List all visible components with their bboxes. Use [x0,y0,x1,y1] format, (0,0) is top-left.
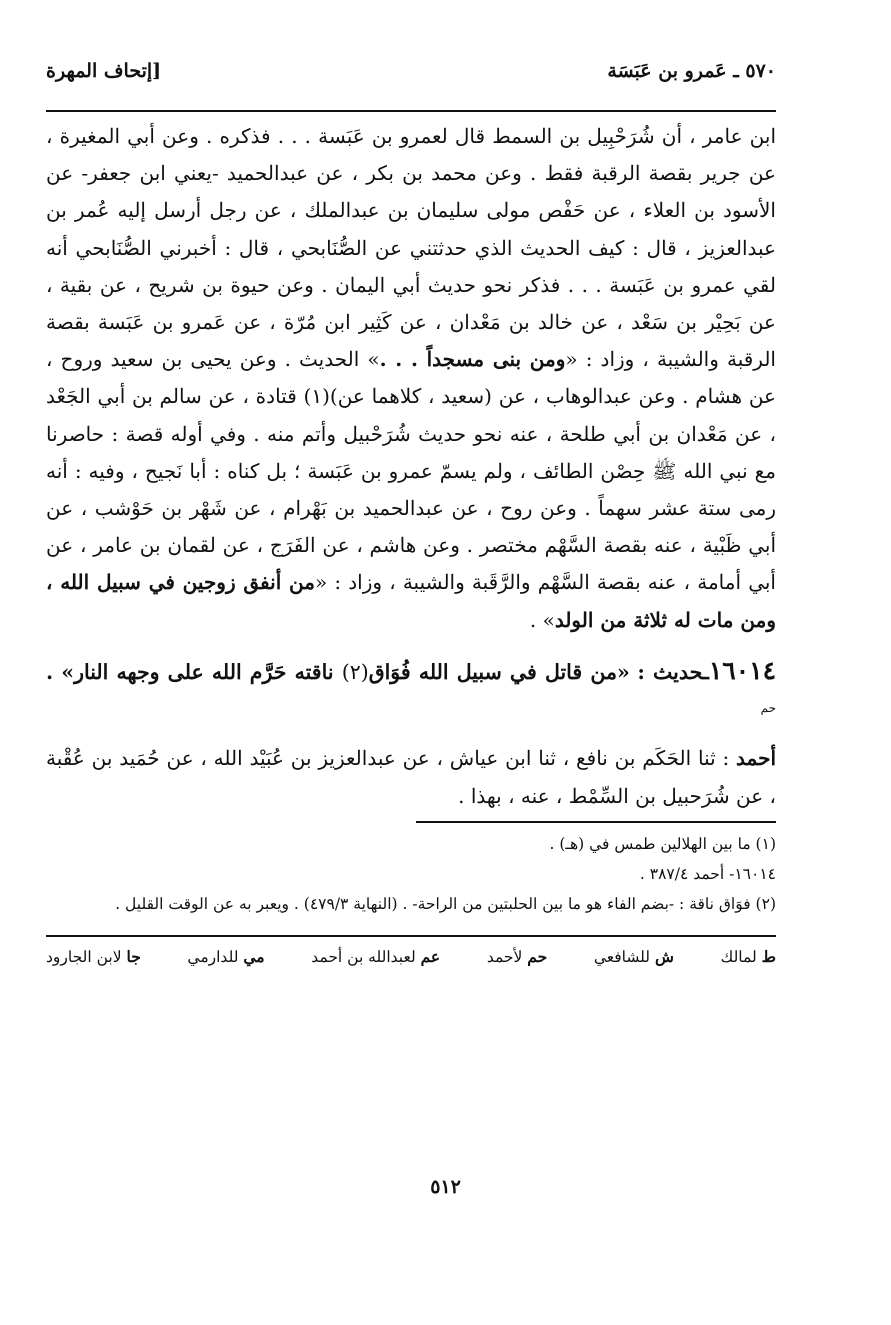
text-run: » . [529,607,555,632]
quoted-text: من أنفق زوجين في سبيل الله ، ومن مات له ثلاثة من الولد [46,570,776,632]
footnote-reference: ١٦٠١٤- أحمد ٣٨٧/٤ . [639,864,776,883]
running-header [46,60,776,110]
footnote-ref-1: (١) [303,384,330,409]
hadith-number: ١٦٠١٤ [708,655,776,685]
abbreviation-item: ش للشافعي [593,946,674,966]
abbreviations-rule [46,935,776,937]
hadith-entry [46,653,776,731]
footnote-1: (١) ما بين الهلالين طمس في (هـ) . [549,834,776,853]
hadith-label: ـحديث : [637,659,709,684]
text-run: قتادة ، عن سالم بن أبي الجَعْد ، عن مَعْدان بن أبي طلحة ، عنه نحو حديث شُرَحْبيل وأتم منه . وفي أوله قصة : حاصرنا مع نبي الله ﷺ حِصْن الطائف ، ولم يسمّ عمرو بن عَبَسة ؛ بل كناه : أبا نَجيح ، وفيه : أنه رمى ستة عشر سهماً . وعن روح ، عن عبدالحميد بن بَهْرام ، عن شَهْر بن حَوْشب ، عن أبي ظَبْية ، عنه بقصة السَّهْم مختصر . وعن هاشم ، عن الفَرَج ، عن لقمان بن عامر ، عن أبي أمامة ، عنه بقصة السَّهْم والرَّقَبة والشيبة ، وزاد : « [46,384,776,595]
header-rule [46,110,776,112]
isnad-text: : ثنا الحَكَم بن نافع ، ثنا ابن عياش ، عن عبدالعزيز بن عُبَيْد الله ، عن حُمَيد بن عُقْبة ، عن شُرَحبيل بن السِّمْط ، عنه ، بهذا . [46,745,776,808]
footnote-rule [416,821,776,823]
footnotes [46,829,776,919]
page-number: ٥١٢ [430,1176,461,1198]
book-title: [إتحاف المهرة [46,60,162,82]
footnote-2: (٢) فوَاق ناقة : -بضم الفاء هو ما بين الحلبتين من الراحة- . (النهاية ٤٧٩/٣) . ويعبر به عن الوقت القليل . [115,894,776,913]
abbreviation-item: حم لأحمد [486,946,548,966]
isnad-source: أحمد [736,745,776,770]
text-run: » الحديث . وعن يحيى بن سعيد وروح ، عن هشام . وعن عبدالوهاب ، عن (سعيد ، كلاهما عن) [46,347,776,409]
abbreviation-item: عم لعبدالله بن أحمد [311,946,441,966]
abbreviation-item: جا لابن الجارود [46,946,141,966]
section-title: ٥٧٠ ـ عَمرو بن عَبَسَة [607,60,776,82]
document-page [46,60,776,966]
hadith-text: ناقته حَرَّم الله على وجهه النار» . [46,659,342,684]
paragraph [46,118,776,639]
quoted-text: ومن بنى مسجداً . . . [379,347,566,372]
abbreviations-legend [46,947,776,966]
source-marker: حم [760,700,776,715]
abbreviation-item: ط لمالك [720,946,776,966]
hadith-text: «من قاتل في سبيل الله فُوَاق [368,659,630,684]
main-text [46,118,776,639]
isnad [46,739,776,815]
text-run: ابن عامر ، أن شُرَحْبِيل بن السمط قال لعمرو بن عَبَسة . . . فذكره . وعن أبي المغيرة ، عن جرير بقصة الرقبة فقط . وعن محمد بن بكر ، عن عبدالحميد -يعني ابن جعفر- عن الأسود بن العلاء ، عن حَفْص مولى سليمان بن عبدالملك ، عن رجل أرسل إليه عُمر بن عبدالعزيز ، قال : كيف الحديث الذي حدثتني عن الصُّنَابحي ، قال : أخبرني الصُّنَابحي أنه لقي عمرو بن عَبَسة . . . فذكر نحو حديث أبي اليمان . وعن حيوة بن شريح ، عن بقية ، عن بَحِيْر بن سَعْد ، عن خالد بن مَعْدان ، عن كَثِير ابن مُرّة ، عن عَمرو بن عَبَسة بقصة الرقبة والشيبة ، وزاد : « [46,124,776,372]
footnote-ref-2: (٢) [341,659,369,684]
abbreviation-item: مي للدارمي [187,946,265,966]
